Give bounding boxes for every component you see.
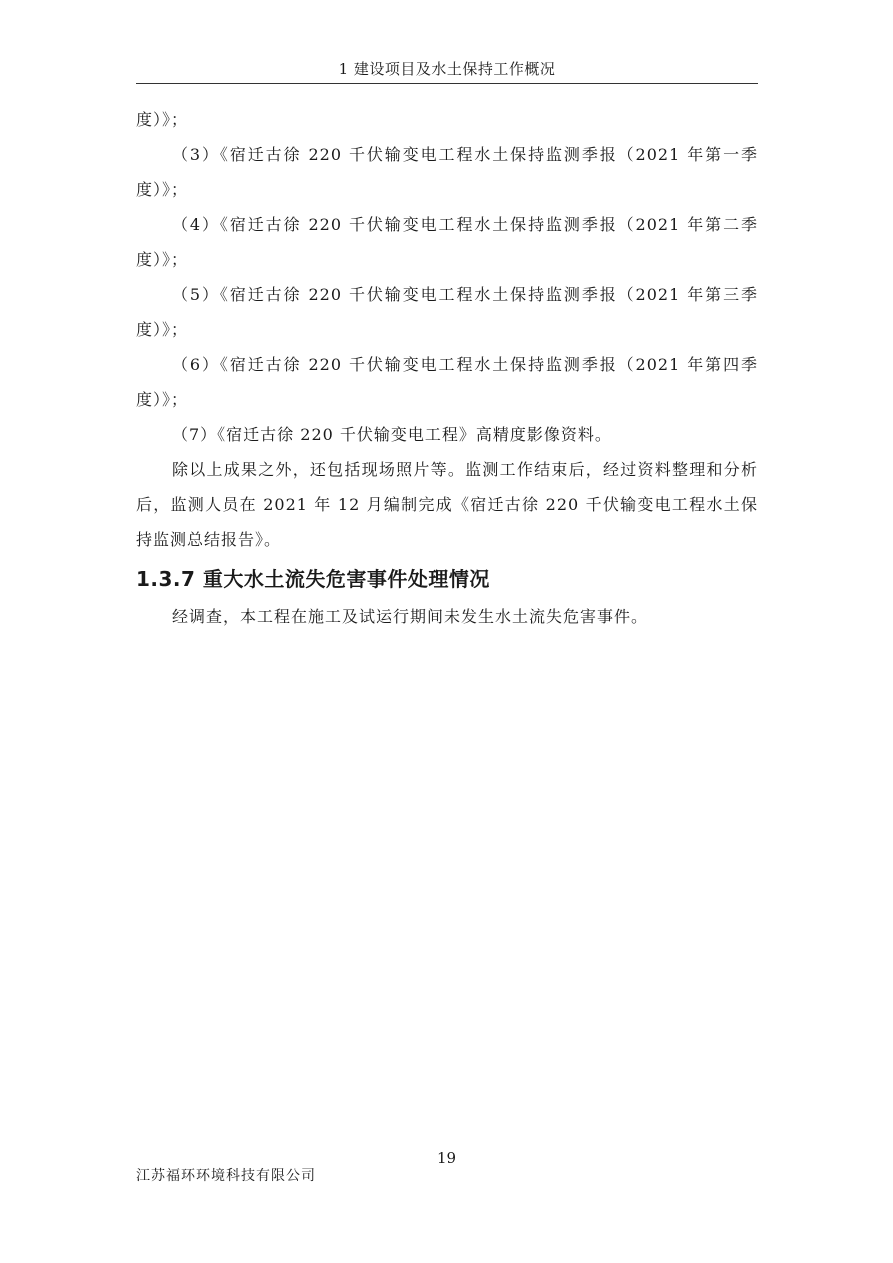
- section-heading: 1.3.7 重大水土流失危害事件处理情况: [136, 567, 490, 591]
- summary-paragraph: 除以上成果之外，还包括现场照片等。监测工作结束后，经过资料整理和分析后，监测人员在 2021 年 12 月编制完成《宿迁古徐 220 千伏输变电工程水土保持监测总结报告》。: [136, 460, 758, 549]
- section-paragraph: 经调查，本工程在施工及试运行期间未发生水土流失危害事件。: [172, 607, 649, 626]
- running-header: 1 建设项目及水土保持工作概况: [338, 60, 556, 78]
- list-item-7: （7）《宿迁古徐 220 千伏输变电工程》高精度影像资料。: [172, 425, 612, 444]
- paragraph-continuation: 度）》；: [136, 110, 189, 129]
- company-name: 江苏福环环境科技有限公司: [136, 1168, 316, 1184]
- list-item-6: （6）《宿迁古徐 220 千伏输变电工程水土保持监测季报（2021 年第四季度）》；: [136, 355, 758, 409]
- header-rule: [136, 83, 758, 84]
- page-number: 19: [436, 1149, 457, 1167]
- list-item-3: （3）《宿迁古徐 220 千伏输变电工程水土保持监测季报（2021 年第一季度）》；: [136, 145, 758, 199]
- list-item-5: （5）《宿迁古徐 220 千伏输变电工程水土保持监测季报（2021 年第三季度）》；: [136, 285, 758, 339]
- body-text: [136, 102, 758, 634]
- list-item-4: （4）《宿迁古徐 220 千伏输变电工程水土保持监测季报（2021 年第二季度）》；: [136, 215, 758, 269]
